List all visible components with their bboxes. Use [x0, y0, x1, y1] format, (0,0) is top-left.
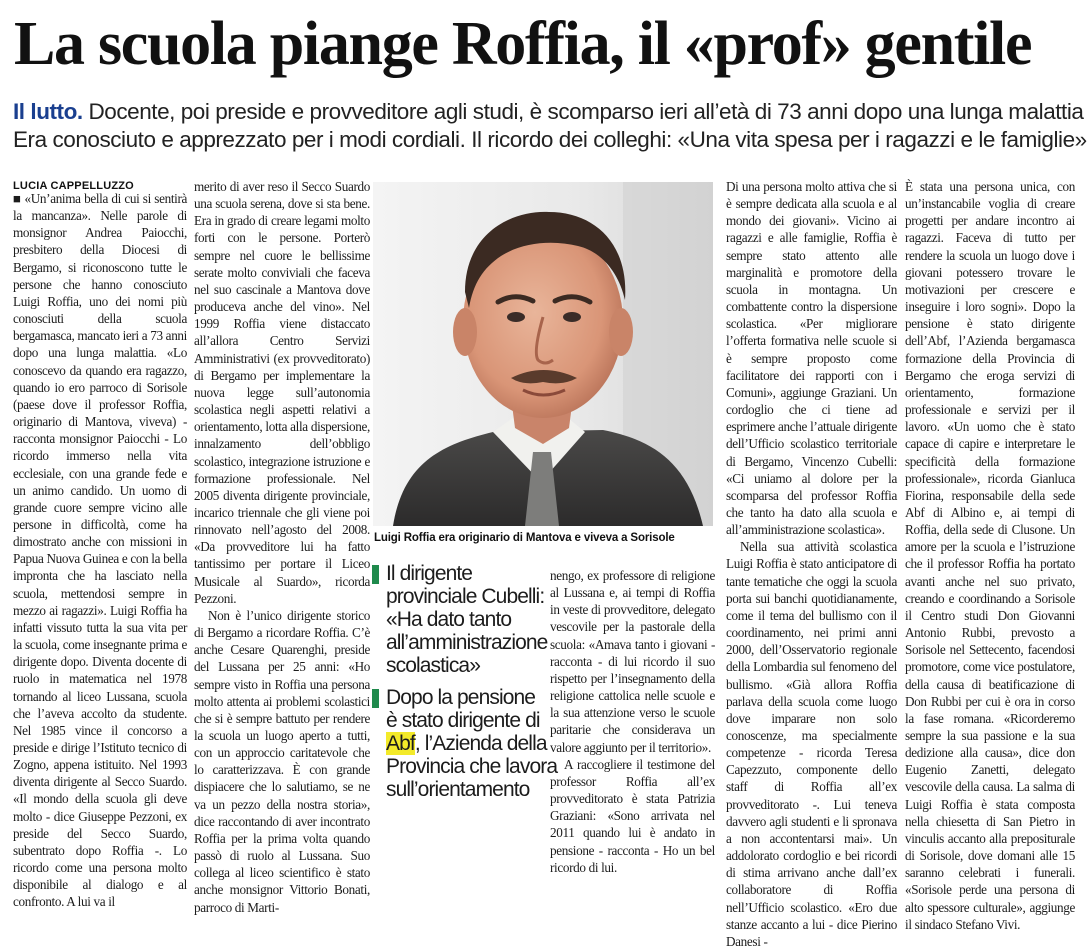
pull-quote-line: Il dirigente [386, 562, 473, 585]
article-column-1 [13, 190, 187, 910]
pull-quote-line: è stato dirigente di [386, 709, 540, 732]
pull-quote-cubelli [374, 562, 548, 677]
article-column-5 [905, 178, 1075, 932]
pull-quote-line: «Ha dato tanto [386, 608, 512, 631]
subhead-line-1: Docente, poi preside e provveditore agli studi, è scomparso ieri all’età di 73 anni dopo una lunga malattia [82, 99, 1084, 124]
photo-caption: Luigi Roffia era originario di Mantova e viveva a Sorisole [374, 532, 675, 544]
headline: La scuola piange Roffia, il «prof» gentile [14, 10, 1032, 78]
subhead-line-2: Era conosciuto e apprezzato per i modi cordiali. Il ricordo dei colleghi: «Una vita spesa per i ragazzi e le famiglie» [13, 127, 1087, 152]
pull-quote-bar [372, 689, 379, 708]
portrait-photo [373, 182, 713, 526]
pull-quote-bar [372, 565, 379, 584]
pull-quote-line: scolastica» [386, 654, 480, 677]
highlighted-word: Abf [386, 732, 415, 755]
byline: LUCIA CAPPELLUZZO [13, 180, 134, 192]
article-column-4 [726, 178, 897, 949]
pull-quote-line: Provincia che lavora [386, 755, 558, 778]
paragraph: merito di aver reso il Secco Suardo una scuola serena, dove si sta bene. Era in grado di creare legami molto forti con le persone. Porterò sempre nel cuore le bellissime serate molto conviviali che faceva nel suo cascinale a Mantova dove produceva anche del vino». Nel 1999 Roffia viene distaccato all’allora Centro Servizi Amministrativi (ex provveditorato) di Bergamo per implementare la nuova legge sull’autonomia scolastica negli aspetti relativi a orientamento, lotta alla dispersione, innalzamento dell’obbligo scolastico, integrazione istruzione e formazione professionale. Nel 2005 diventa dirigente provinciale, incarico triennale che gli viene poi rinnovato nell’agosto del 2008. «Da provveditore lui ha fatto tantissimo per portare il Liceo Musicale al Suardo», ricorda Pezzoni. [194, 179, 370, 606]
paragraph: Non è l’unico dirigente storico di Bergamo a ricordare Roffia. C’è anche Cesare Quarenghi, preside del Lussana per 25 anni: «Ho sempre visto in Roffia una persona molto attenta ai problemi scolastici che si è sempre battuto per rendere la scuola un luogo aperto a tutti, con un approccio caritatevole che lo caratterizzava. È con grande dispiacere che lo salutiamo, se ne va un pezzo della nostra storia», dice raccontando di aver incontrato Roffia per la prima volta quando passò di ruolo al Lussana. Suo collega al liceo scientifico è stato anche monsignor Vittorio Bonati, parroco di Marti- [194, 607, 370, 915]
paragraph: È stata una persona unica, con un’instancabile voglia di creare progetti per andare incontro ai ragazzi. Faceva di tutto per rendere la scuola un luogo dove i giovani potessero trovare le motivazioni per crescere e inseguire i loro sogni». Dopo la pensione è stato dirigente dell’Abf, l’Azienda bergamasca formazione della Provincia di Bergamo che eroga servizi di orientamento, formazione professionale e servizi per il lavoro. «Un uomo che è stato capace di capire e interpretare le specificità della formazione professionale», ricorda Gianluca Fiorina, responsabile della sede Abf di Albino e, ai tempi di Roffia, della sede di Clusone. Un amore per la scuola e l’istruzione che il professor Roffia ha portato avanti anche nel suo privato, creando e coordinando a Sorisole il Centro studi Don Giovanni Antonio Rubbi, prevosto a Sorisole nel Settecento, facendosi promotore, come vice postulatore, della causa di beatificazione di Don Rubbi per cui è ora in corso la fase romana. «Ricorderemo sempre la sua passione e la sua dedizione alla causa», dice don Eugenio Zanetti, delegato vescovile della causa. La salma di Luigi Roffia è stata composta nella chiesetta di San Pietro in vinculis accanto alla prepositurale di Sorisole, dove domani alle 15 saranno celebrati i funerali. «Sorisole perde una persona di alto spessore culturale», aggiunge il sindaco Stefano Vivi. [905, 179, 1075, 932]
pull-quote-pension [374, 686, 558, 801]
subheadline [13, 98, 1087, 154]
pull-quote-line: sull’orientamento [386, 778, 530, 801]
paragraph: nengo, ex professore di religione al Lussana e, ai tempi di Roffia in veste di provveditore, delegato vescovile per la pastorale della scuola: «Amava tanto i giovani - racconta - di lui ricordo il suo rispetto per l’insegnamento della religione cattolica nelle scuole e la sua attenzione verso le scuole paritarie che considerava un valore aggiunto per il territorio». [550, 568, 715, 755]
pull-quote-line: , l’Azienda della [414, 732, 547, 755]
article-column-3 [550, 567, 715, 875]
pull-quote-line: Dopo la pensione [386, 686, 536, 709]
pull-quote-line: provinciale Cubelli: [386, 585, 545, 608]
paragraph: A raccogliere il testimone del professor Roffia all’ex provveditorato è stata Patrizia Graziani: «Sono arrivata nel 2011 quando lui è andato in pensione - racconta - Ho un bel ricordo di lui. [550, 756, 715, 875]
paragraph: ■ «Un’anima bella di cui si sentirà la mancanza». Nelle parole di monsignor Andrea Paiocchi, presbitero della Diocesi di Bergamo, si riconoscono tutte le persone che hanno conosciuto Luigi Roffia, uno dei nomi più conosciuti della scuola bergamasca, mancato ieri a 73 anni dopo una lunga malattia. «Lo conoscevo da quando era ragazzo, quando io ero parroco di Sorisole (paese dove il professor Roffia, originario di Mantova, viveva) - racconta monsignor Paiocchi - Lo ricordo immerso nella vita ecclesiale, con una grande fede e un animo candido. Un uomo di grande cuore sempre vicino alle persone in difficoltà, come ha dimostrato anche con missioni in Papua Nuova Guinea e con la bella impronta che ha lasciato nella scuola, mettendosi sempre in mezzo ai ragazzi». Luigi Roffia ha infatti vissuto tutta la sua vita per la scuola, come insegnante prima e dirigente dopo. Diventa docente di ruolo in matematica nel 1978 tornando al liceo Lussana, scuola che l’aveva accolto da studente. Nel 1985 vince il concorso a preside e dirige l’Istituto tecnico di Zogno, appena istituito. Nel 1993 diventa dirigente al Secco Suardo. «Il mondo della scuola gli deve molto - dice Giuseppe Pezzoni, ex preside del Secco Suardo, subentrato dopo Roffia -. Lo ricordo come una persona molto disponibile al dialogo e al confronto. A lui va il [13, 191, 187, 910]
pull-quote-line: all’amministrazione [386, 631, 548, 654]
subhead-lead: Il lutto. [13, 99, 83, 124]
portrait-illustration [373, 182, 713, 526]
paragraph: Nella sua attività scolastica Luigi Roffia è stato anticipatore di tante tematiche che oggi la scuola porta sui banchi quotidianamente, come il tema del bullismo con il coordinamento, nei primi anni 2000, dell’Osservatorio regionale della Lombardia sul fenomeno del bullismo. «Già allora Roffia parlava della scuola come luogo dove imparare non solo conoscenze, ma specialmente competenze - ricorda Teresa Capezzuto, componente dello staff di Roffia all’ex provveditorato -. Lui teneva davvero agli studenti e li spronava a non accontentarsi mai». Un addolorato cordoglio e bei ricordi di stima arrivano anche dall’ex collaboratore di Roffia nell’Ufficio scolastico. «Ero due stanze accanto a lui - dice Pierino Danesi - [726, 539, 897, 949]
paragraph: Di una persona molto attiva che si è sempre dedicata alla scuola e al mondo dei giovani». Vicino ai ragazzi e alle famiglie, Roffia è sempre stato attento alle marginalità e promotore della scuola in montagna. Un combattente contro la dispersione scolastica. «Per migliorare l’offerta formativa nelle scuole si è sempre proposto come facilitatore dei rapporti con i Comuni», aggiunge Graziani. Un cordoglio che ci tiene ad esprimere anche l’attuale dirigente dell’Ufficio scolastico territoriale di Bergamo, Vincenzo Cubelli: «Ci uniamo al dolore per la scomparsa del professor Roffia che tanto ha dato alla scuola e all’amministrazione scolastica». [726, 179, 897, 538]
article-column-2 [194, 178, 370, 915]
